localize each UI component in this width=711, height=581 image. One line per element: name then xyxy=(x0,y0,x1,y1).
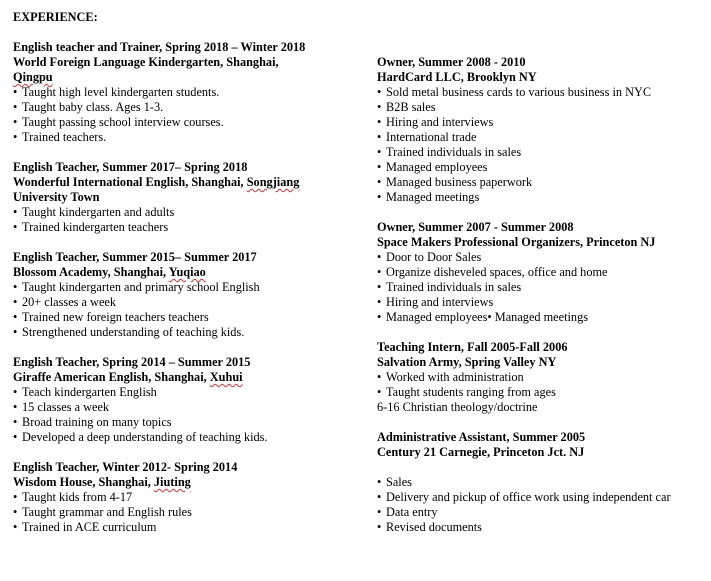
job-entry xyxy=(377,430,697,535)
list-item: • Trained in ACE curriculum xyxy=(13,520,157,534)
list-item: • Sold metal business cards to various business in NYC xyxy=(377,85,652,99)
list-item: • Taught kindergarten and adults xyxy=(13,205,175,219)
list-item: • Teach kindergarten English xyxy=(13,385,157,399)
job-title: Administrative Assistant, Summer 2005 xyxy=(377,430,586,444)
job-organization: Wisdom House, Shanghai, Jiuting xyxy=(13,475,191,489)
job-bullets xyxy=(377,370,697,400)
job-title: English Teacher, Summer 2015– Summer 2017 xyxy=(13,250,257,264)
list-item: • Taught passing school interview courses. xyxy=(13,115,224,129)
list-item: • Managed employees xyxy=(377,160,488,174)
list-item: • 15 classes a week xyxy=(13,400,110,414)
job-entry xyxy=(377,55,697,205)
job-entry xyxy=(377,220,697,325)
job-organization: Giraffe American English, Shanghai, Xuhui xyxy=(13,370,243,384)
right-column xyxy=(377,55,697,535)
job-organization: Salvation Army, Spring Valley NY xyxy=(377,355,557,369)
job-title: English Teacher, Winter 2012- Spring 2014 xyxy=(13,460,238,474)
job-title: English Teacher, Summer 2017– Spring 2018 xyxy=(13,160,248,174)
list-item: • Taught high level kindergarten students. xyxy=(13,85,220,99)
job-organization: Blossom Academy, Shanghai, Yuqiao xyxy=(13,265,206,279)
list-item: • Door to Door Sales xyxy=(377,250,482,264)
list-item: • Worked with administration xyxy=(377,370,524,384)
list-item: • Developed a deep understanding of teaching kids. xyxy=(13,430,268,444)
list-item: • Trained individuals in sales xyxy=(377,145,522,159)
list-item: • Hiring and interviews xyxy=(377,115,494,129)
job-title: English Teacher, Spring 2014 – Summer 2015 xyxy=(13,355,251,369)
list-item: • Trained kindergarten teachers xyxy=(13,220,169,234)
list-item: • Managed meetings xyxy=(377,190,480,204)
list-item: • Trained individuals in sales xyxy=(377,280,522,294)
job-organization: Century 21 Carnegie, Princeton Jct. NJ xyxy=(377,445,585,459)
job-organization: Wonderful International English, Shanghai, Songjiang University Town xyxy=(13,175,300,204)
list-item: • Taught kindergarten and primary school English xyxy=(13,280,260,294)
list-item: • Broad training on many topics xyxy=(13,415,172,429)
list-item: • Trained teachers. xyxy=(13,130,107,144)
experience-heading: EXPERIENCE: xyxy=(13,10,98,24)
list-item: • B2B sales xyxy=(377,100,436,114)
job-entry xyxy=(13,40,353,145)
list-item: • Managed business paperwork xyxy=(377,175,533,189)
job-bullets xyxy=(377,475,697,535)
list-item: • Hiring and interviews xyxy=(377,295,494,309)
job-entry xyxy=(13,460,353,535)
list-item: • Sales xyxy=(377,475,412,489)
job-bullets xyxy=(377,250,697,325)
list-item: • Strengthened understanding of teaching kids. xyxy=(13,325,245,339)
list-item: • Revised documents xyxy=(377,520,482,534)
list-item: • Organize disheveled spaces, office and home xyxy=(377,265,608,279)
list-item: • Taught kids from 4-17 xyxy=(13,490,133,504)
list-item: • International trade xyxy=(377,130,477,144)
list-item: • Taught baby class. Ages 1-3. xyxy=(13,100,164,114)
job-organization: HardCard LLC, Brooklyn NY xyxy=(377,70,537,84)
job-bullets xyxy=(13,385,353,445)
job-entry xyxy=(377,340,697,415)
job-organization: Space Makers Professional Organizers, Princeton NJ xyxy=(377,235,656,249)
job-title: Owner, Summer 2007 - Summer 2008 xyxy=(377,220,574,234)
job-bullets xyxy=(13,280,353,340)
job-entry xyxy=(13,250,353,340)
list-item: • Delivery and pickup of office work using independent car xyxy=(377,490,671,504)
list-item: • Managed employees• Managed meetings xyxy=(377,310,589,324)
list-item: • Data entry xyxy=(377,505,438,519)
job-entry xyxy=(13,355,353,445)
left-column xyxy=(13,10,353,535)
list-item: • Taught students ranging from ages xyxy=(377,385,556,399)
list-item: • 20+ classes a week xyxy=(13,295,117,309)
job-bullets xyxy=(13,490,353,535)
job-title: Owner, Summer 2008 - 2010 xyxy=(377,55,526,69)
job-title: English teacher and Trainer, Spring 2018 – Winter 2018 xyxy=(13,40,306,54)
job-organization: World Foreign Language Kindergarten, Shanghai, Qingpu xyxy=(13,55,279,84)
list-item: • Taught grammar and English rules xyxy=(13,505,192,519)
job-detail-text: 6-16 Christian theology/doctrine xyxy=(377,400,538,414)
job-entry xyxy=(13,160,353,235)
job-bullets xyxy=(13,205,353,235)
job-bullets xyxy=(13,85,353,145)
list-item: • Trained new foreign teachers teachers xyxy=(13,310,209,324)
job-bullets xyxy=(377,85,697,205)
job-title: Teaching Intern, Fall 2005-Fall 2006 xyxy=(377,340,568,354)
